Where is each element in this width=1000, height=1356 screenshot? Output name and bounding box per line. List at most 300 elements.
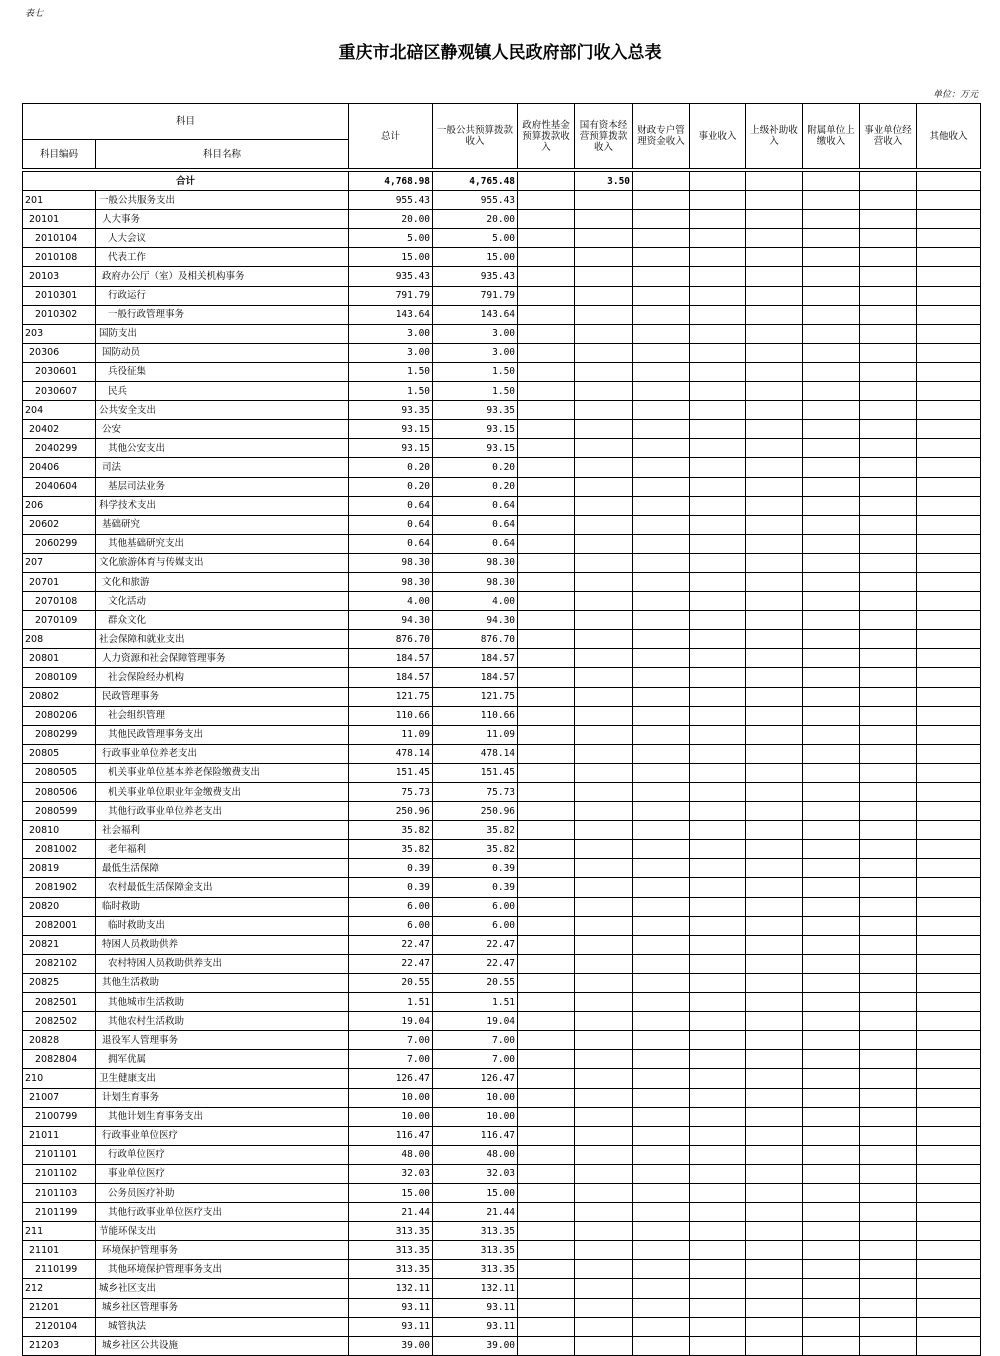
row-general: 48.00 [433,1145,518,1164]
empty-cell [575,592,633,611]
empty-cell [860,1069,917,1088]
table-row [23,362,981,381]
row-total: 791.79 [349,286,433,305]
empty-cell [917,630,981,649]
table-row [23,1145,981,1164]
empty-cell [803,592,860,611]
header-general-budget: 一般公共预算拨款收入 [433,104,518,169]
empty-cell [803,1164,860,1183]
empty-cell [575,1126,633,1145]
empty-cell [518,286,575,305]
empty-cell [917,687,981,706]
empty-cell [518,840,575,859]
empty-cell [860,935,917,954]
row-name: 节能环保支出 [96,1222,349,1241]
empty-cell [690,1222,746,1241]
table-number-label: 表七 [25,9,44,19]
row-name: 其他农村生活救助 [96,1012,349,1031]
empty-cell [917,439,981,458]
empty-cell [575,1145,633,1164]
empty-cell [746,1336,803,1355]
empty-cell [518,878,575,897]
row-total: 10.00 [349,1088,433,1107]
empty-cell [633,1164,690,1183]
empty-cell [917,496,981,515]
empty-cell [917,1088,981,1107]
empty-cell [746,1183,803,1202]
empty-cell [860,993,917,1012]
empty-cell [917,783,981,802]
empty-cell [746,1126,803,1145]
empty-cell [633,1222,690,1241]
empty-cell [575,286,633,305]
empty-cell [803,515,860,534]
row-code: 203 [23,324,96,343]
row-name: 其他公安支出 [96,439,349,458]
empty-cell [746,1050,803,1069]
empty-cell [633,191,690,210]
row-code: 21101 [23,1241,96,1260]
row-name: 社会福利 [96,821,349,840]
empty-cell [633,305,690,324]
empty-cell [917,267,981,286]
empty-cell [917,1279,981,1298]
empty-cell [803,1088,860,1107]
empty-cell [746,1203,803,1222]
empty-cell [803,191,860,210]
row-name: 民政管理事务 [96,687,349,706]
empty-cell [746,191,803,210]
row-name: 机关事业单位基本养老保险缴费支出 [96,763,349,782]
row-total: 184.57 [349,668,433,687]
empty-cell [518,229,575,248]
empty-cell [917,916,981,935]
empty-cell [746,897,803,916]
empty-cell [746,1031,803,1050]
row-name: 行政单位医疗 [96,1145,349,1164]
empty-cell [575,267,633,286]
empty-cell [803,420,860,439]
row-name: 最低生活保障 [96,859,349,878]
total-row [23,172,981,191]
empty-cell [518,572,575,591]
empty-cell [917,592,981,611]
row-name: 人大会议 [96,229,349,248]
table-row [23,916,981,935]
row-name: 临时救助 [96,897,349,916]
empty-cell [633,687,690,706]
empty-cell [860,1222,917,1241]
row-total: 126.47 [349,1069,433,1088]
row-general: 15.00 [433,1183,518,1202]
empty-cell [518,859,575,878]
row-general: 1.50 [433,382,518,401]
empty-cell [803,401,860,420]
empty-cell [690,1183,746,1202]
row-total: 75.73 [349,783,433,802]
header-affiliated: 附属单位上缴收入 [803,104,860,169]
empty-cell [690,362,746,381]
empty-cell [575,706,633,725]
row-general: 126.47 [433,1069,518,1088]
row-total: 0.39 [349,878,433,897]
empty-cell [917,1126,981,1145]
empty-cell [633,973,690,992]
empty-cell [917,744,981,763]
empty-cell [860,954,917,973]
row-total: 0.20 [349,477,433,496]
empty-cell [746,859,803,878]
table-row [23,496,981,515]
empty-cell [690,954,746,973]
empty-cell [690,1241,746,1260]
row-total: 184.57 [349,649,433,668]
row-code: 20819 [23,859,96,878]
row-name: 其他基础研究支出 [96,534,349,553]
empty-cell [746,1088,803,1107]
empty-cell [518,763,575,782]
empty-cell [746,305,803,324]
row-general: 184.57 [433,649,518,668]
table-row [23,439,981,458]
row-total: 35.82 [349,821,433,840]
row-general: 22.47 [433,935,518,954]
empty-cell [917,324,981,343]
empty-cell [518,1031,575,1050]
row-total: 0.64 [349,534,433,553]
row-total: 98.30 [349,572,433,591]
empty-cell [575,1164,633,1183]
table-row [23,534,981,553]
table-row [23,343,981,362]
empty-cell [860,916,917,935]
empty-cell [575,248,633,267]
table-row [23,821,981,840]
empty-cell [803,1145,860,1164]
row-name: 人大事务 [96,210,349,229]
empty-cell [746,267,803,286]
empty-cell [803,553,860,572]
table-row [23,935,981,954]
empty-cell [633,1069,690,1088]
empty-cell [860,1279,917,1298]
empty-cell [803,840,860,859]
empty-cell [803,477,860,496]
empty-cell [633,630,690,649]
empty-cell [917,1012,981,1031]
empty-cell [803,821,860,840]
row-general: 0.39 [433,878,518,897]
empty-cell [575,783,633,802]
row-general: 0.64 [433,534,518,553]
empty-cell [803,706,860,725]
row-general: 93.15 [433,439,518,458]
empty-cell [633,515,690,534]
empty-cell [690,248,746,267]
row-name: 环境保护管理事务 [96,1241,349,1260]
empty-cell [690,382,746,401]
empty-cell [633,916,690,935]
empty-cell [518,973,575,992]
empty-cell [917,343,981,362]
empty-cell [746,534,803,553]
empty-cell [746,1260,803,1279]
row-total: 22.47 [349,954,433,973]
empty-cell [518,725,575,744]
table-row [23,248,981,267]
empty-cell [690,553,746,572]
empty-cell [575,668,633,687]
table-row [23,687,981,706]
row-code: 2120104 [23,1317,96,1336]
table-row [23,1183,981,1202]
empty-cell [575,1279,633,1298]
row-general: 0.64 [433,515,518,534]
row-total: 955.43 [349,191,433,210]
empty-cell [746,840,803,859]
row-code: 2082001 [23,916,96,935]
row-code: 21007 [23,1088,96,1107]
empty-cell [633,362,690,381]
header-total: 总计 [349,104,433,169]
empty-cell [860,821,917,840]
empty-cell [746,687,803,706]
empty-cell [803,534,860,553]
empty-cell [518,1050,575,1069]
row-general: 7.00 [433,1050,518,1069]
empty-cell [575,515,633,534]
empty-cell [633,1050,690,1069]
empty-cell [917,993,981,1012]
row-total: 35.82 [349,840,433,859]
empty-cell [518,649,575,668]
row-code: 21203 [23,1336,96,1355]
empty-cell [518,668,575,687]
row-total: 143.64 [349,305,433,324]
empty-cell [803,611,860,630]
table-row [23,1107,981,1126]
empty-cell [690,343,746,362]
row-general: 35.82 [433,840,518,859]
empty-cell [746,401,803,420]
empty-cell [803,305,860,324]
row-general: 10.00 [433,1107,518,1126]
empty-cell [575,191,633,210]
empty-cell [575,420,633,439]
table-row [23,1298,981,1317]
empty-cell [690,1012,746,1031]
header-other: 其他收入 [917,104,981,169]
row-general: 4.00 [433,592,518,611]
row-name: 拥军优属 [96,1050,349,1069]
empty-cell [575,439,633,458]
row-general: 32.03 [433,1164,518,1183]
empty-cell [803,267,860,286]
empty-cell [746,496,803,515]
row-name: 公安 [96,420,349,439]
empty-cell [746,515,803,534]
empty-cell [633,954,690,973]
header-gov-fund: 政府性基金预算拨款收入 [518,104,575,169]
row-general: 955.43 [433,191,518,210]
row-total: 121.75 [349,687,433,706]
row-code: 2100799 [23,1107,96,1126]
table-row [23,1088,981,1107]
row-general: 10.00 [433,1088,518,1107]
table-row [23,763,981,782]
row-total: 39.00 [349,1336,433,1355]
empty-cell [690,706,746,725]
table-row [23,324,981,343]
row-name: 事业单位医疗 [96,1164,349,1183]
row-name: 其他行政事业单位医疗支出 [96,1203,349,1222]
empty-cell [690,802,746,821]
empty-cell [575,401,633,420]
row-code: 2080505 [23,763,96,782]
empty-cell [575,324,633,343]
row-general: 0.20 [433,477,518,496]
row-code: 207 [23,553,96,572]
empty-cell [633,763,690,782]
empty-cell [633,1126,690,1145]
empty-cell [917,897,981,916]
empty-cell [803,993,860,1012]
empty-cell [917,572,981,591]
empty-cell [518,191,575,210]
empty-cell [690,1203,746,1222]
empty-cell [633,725,690,744]
row-code: 2080506 [23,783,96,802]
empty-cell [518,1069,575,1088]
empty-cell [690,458,746,477]
empty-cell [518,993,575,1012]
row-code: 2081902 [23,878,96,897]
row-name: 老年福利 [96,840,349,859]
empty-cell [575,210,633,229]
row-name: 一般行政管理事务 [96,305,349,324]
empty-cell [860,248,917,267]
empty-cell [633,859,690,878]
empty-cell [518,821,575,840]
row-name: 计划生育事务 [96,1088,349,1107]
row-general: 110.66 [433,706,518,725]
empty-cell [860,802,917,821]
empty-cell [860,1260,917,1279]
empty-cell [917,1069,981,1088]
empty-cell [917,248,981,267]
row-general: 935.43 [433,267,518,286]
empty-cell [803,1260,860,1279]
row-code: 210 [23,1069,96,1088]
empty-cell [575,630,633,649]
empty-cell [917,1164,981,1183]
empty-cell [746,973,803,992]
empty-cell [746,993,803,1012]
empty-cell [803,783,860,802]
row-code: 2040604 [23,477,96,496]
empty-cell [860,1336,917,1355]
row-total: 11.09 [349,725,433,744]
empty-cell [575,534,633,553]
empty-cell [633,382,690,401]
row-general: 5.00 [433,229,518,248]
row-general: 11.09 [433,725,518,744]
empty-cell [518,1260,575,1279]
table-row [23,1012,981,1031]
empty-cell [803,362,860,381]
empty-cell [633,1336,690,1355]
table-row [23,1241,981,1260]
row-code: 2101199 [23,1203,96,1222]
table-row [23,477,981,496]
empty-cell [803,1222,860,1241]
empty-cell [917,515,981,534]
empty-cell [746,286,803,305]
table-row [23,458,981,477]
row-code: 20805 [23,744,96,763]
empty-cell [690,439,746,458]
empty-cell [746,821,803,840]
empty-cell [518,420,575,439]
empty-cell [690,420,746,439]
row-general: 791.79 [433,286,518,305]
empty-cell [633,496,690,515]
empty-cell [917,1260,981,1279]
empty-cell [860,210,917,229]
empty-cell [803,763,860,782]
empty-cell [518,382,575,401]
row-general: 313.35 [433,1222,518,1241]
header-code: 科目编码 [23,140,96,169]
empty-cell [917,1222,981,1241]
header-state-capital: 国有资本经营预算拨款收入 [575,104,633,169]
empty-cell [518,1317,575,1336]
empty-cell [917,878,981,897]
empty-cell [575,477,633,496]
row-name: 社会组织管理 [96,706,349,725]
empty-cell [690,1145,746,1164]
row-total: 1.50 [349,362,433,381]
table-row [23,649,981,668]
empty-cell [803,1279,860,1298]
row-total: 1.51 [349,993,433,1012]
table-row [23,1317,981,1336]
row-total: 110.66 [349,706,433,725]
empty-cell [803,324,860,343]
empty-cell [860,878,917,897]
row-general: 19.04 [433,1012,518,1031]
empty-cell [917,1336,981,1355]
row-code: 21201 [23,1298,96,1317]
empty-cell [860,401,917,420]
empty-cell [518,783,575,802]
empty-cell [803,935,860,954]
total-general: 4,765.48 [433,172,518,191]
empty-cell [746,1298,803,1317]
empty-cell [633,572,690,591]
table-row [23,630,981,649]
row-code: 201 [23,191,96,210]
row-code: 2080206 [23,706,96,725]
empty-cell [746,324,803,343]
row-code: 2101103 [23,1183,96,1202]
row-general: 313.35 [433,1260,518,1279]
empty-cell [746,248,803,267]
empty-cell [917,973,981,992]
empty-cell [803,1241,860,1260]
empty-cell [860,1012,917,1031]
row-code: 20602 [23,515,96,534]
